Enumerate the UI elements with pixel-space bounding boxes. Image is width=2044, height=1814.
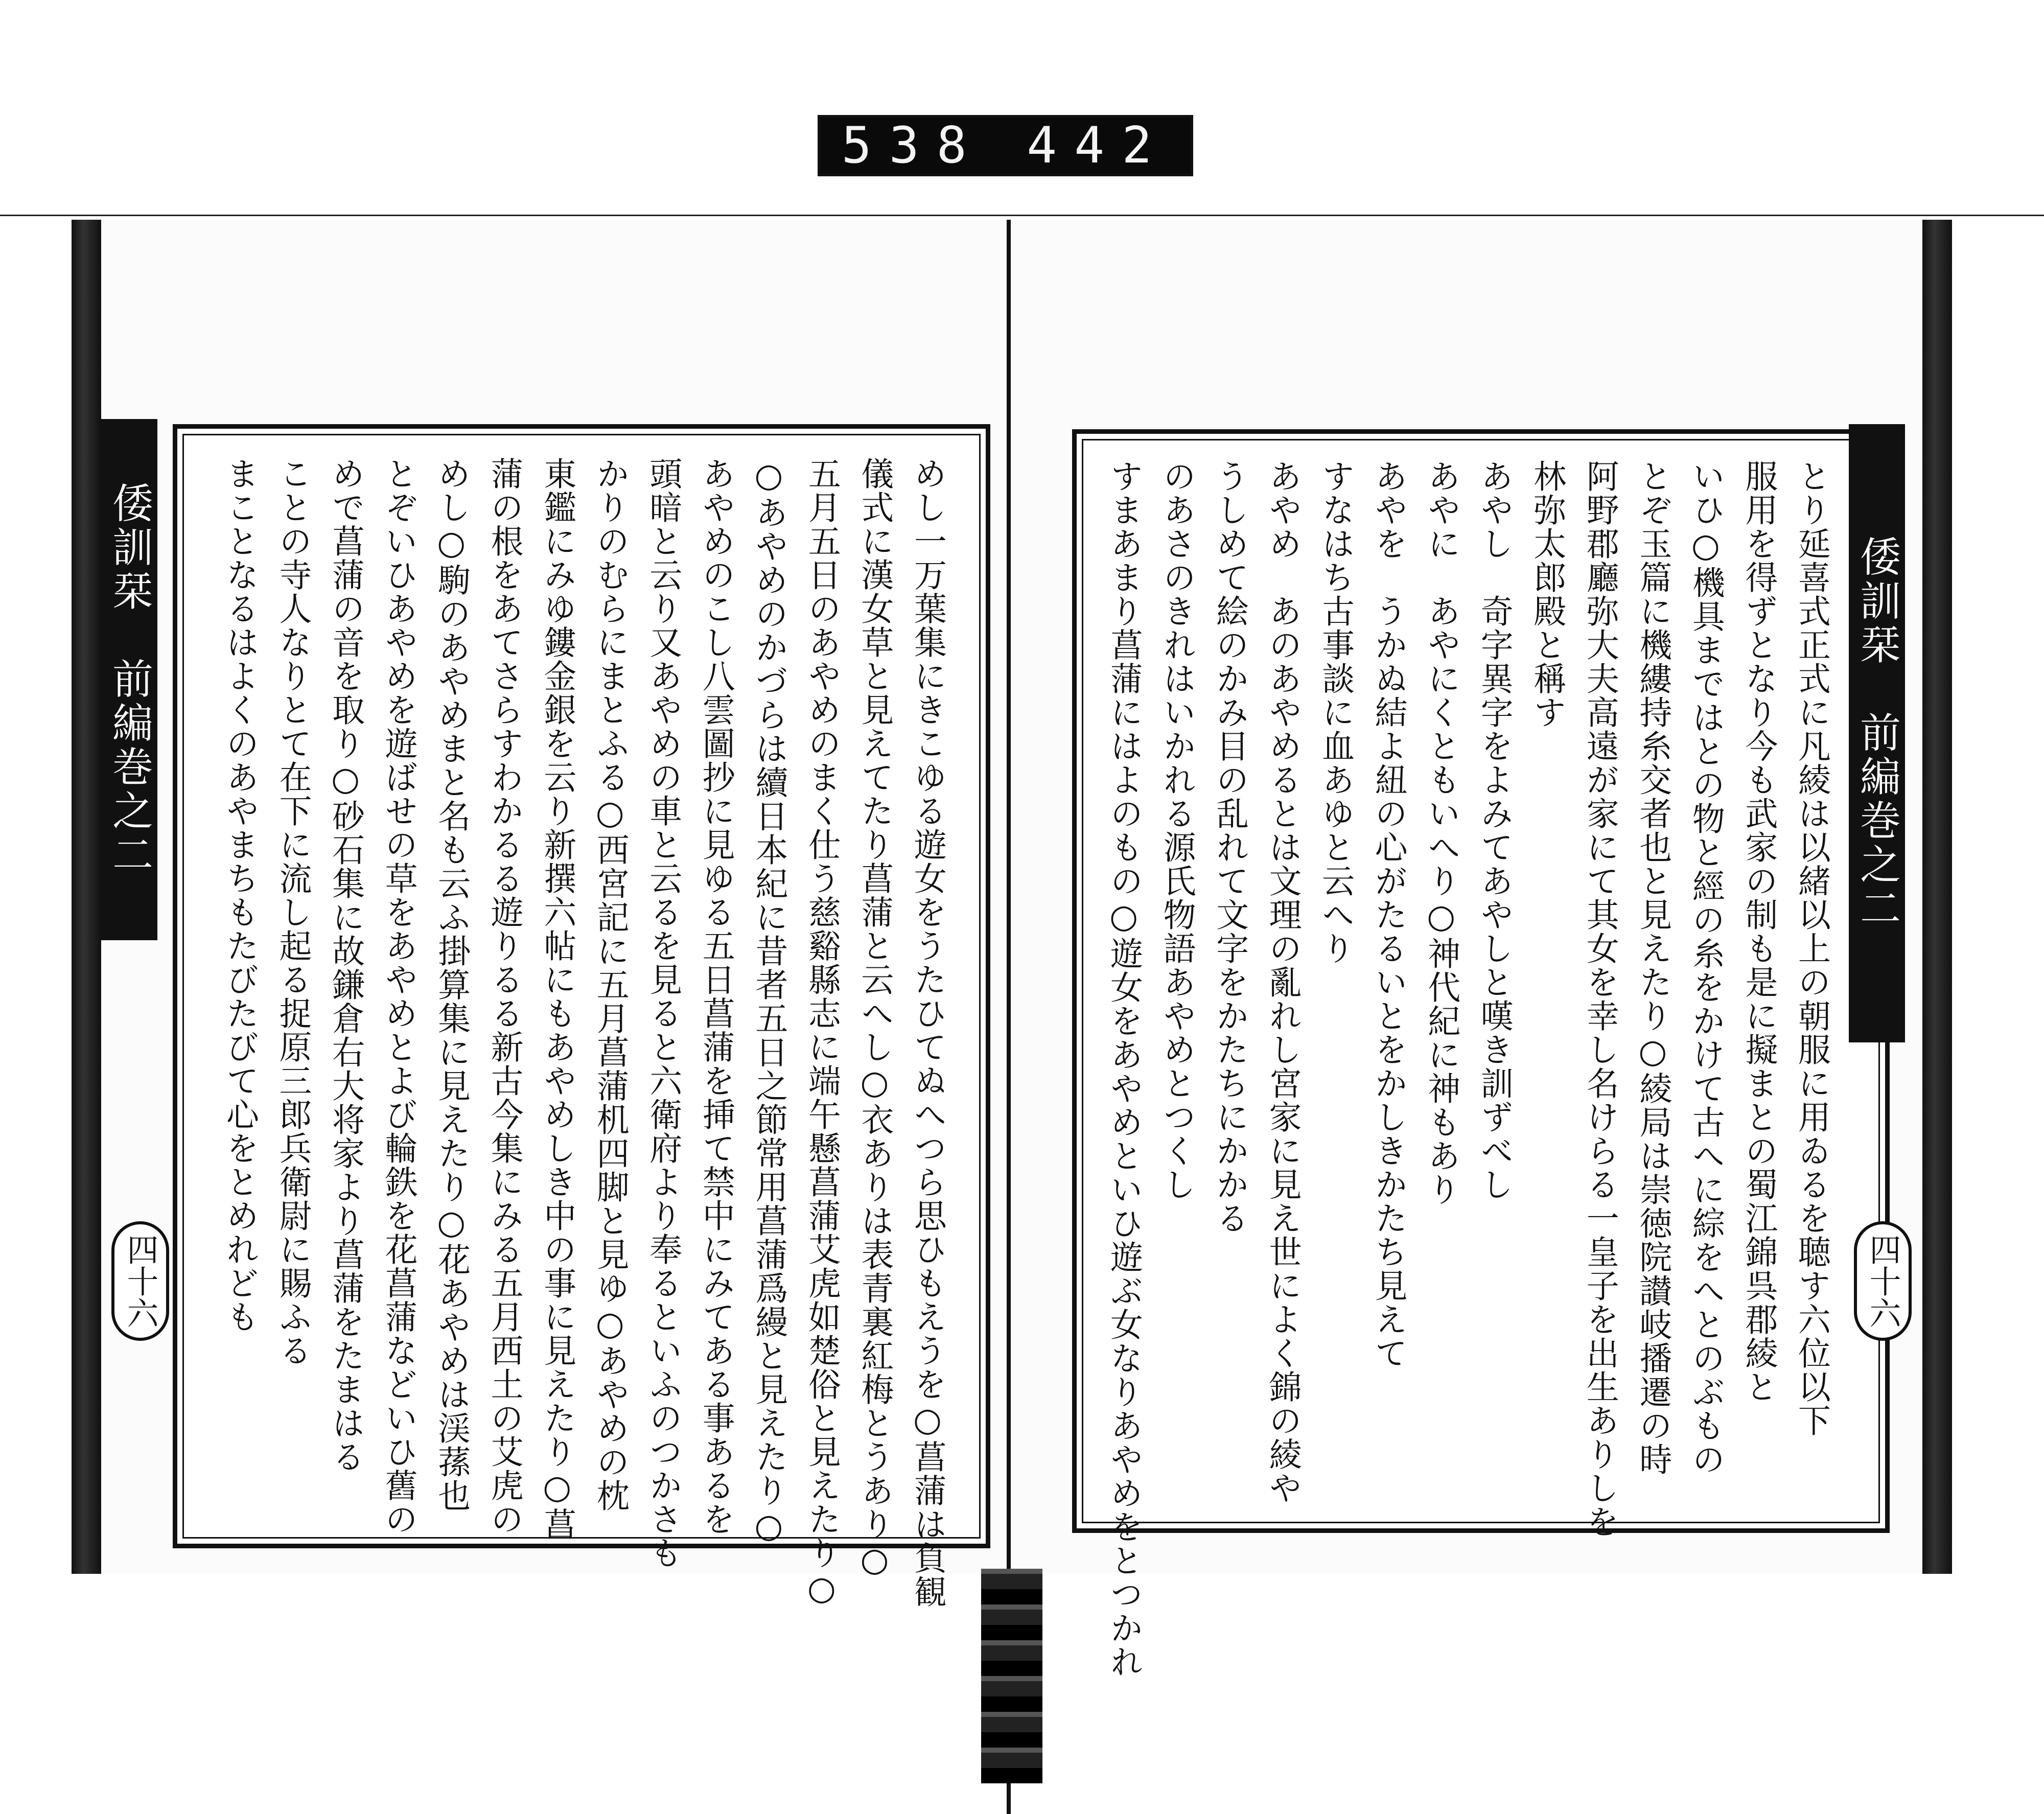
text-column: めし一万葉集にきこゆる遊女をうたひてぬへつら思ひもえうを○菖蒲は負観 — [908, 457, 946, 1609]
text-column: あやし 奇字異字をよみてあやしと嘆き訓ずべし — [1475, 459, 1513, 1201]
book-edge-left — [72, 220, 101, 1574]
text-column: 蒲の根をあてさらすわかるる遊りるる新古今集にみる五月西土の艾虎の — [485, 457, 523, 1536]
right-folio: 四十六 — [1854, 1221, 1912, 1341]
text-column: すまあまり菖蒲にはよのもの○遊女をあやめといひ遊ぶ女なりあやめをとつかれ — [1105, 459, 1143, 1679]
text-column: まことなるはよくのあやまちもたびたびて心をとめれども — [221, 457, 259, 1334]
text-column: 林弥太郎殿と稱す — [1528, 459, 1566, 729]
right-text-frame — [1072, 429, 1890, 1679]
binding-tab — [981, 1569, 1042, 1783]
right-side-label: 倭訓栞 前編巻之二 — [1849, 424, 1905, 1042]
text-column: 服用を得ずとなり今も武家の制も是に擬まとの蜀江錦呉郡綾と — [1739, 459, 1778, 1404]
text-column: とぞ玉篇に機縷持糸交者也と見えたり○綾局は崇徳院讃岐播遷の時 — [1634, 459, 1672, 1476]
open-book — [72, 220, 1952, 1679]
plate-number-left: 538 — [841, 117, 984, 175]
left-text-frame — [173, 424, 990, 1609]
catalog-plate — [818, 115, 1193, 176]
text-column: 儀式に漢女草と見えてたり菖蒲と云へし○衣ありは表青裏紅梅とうあり○ — [855, 457, 894, 1580]
top-rule — [0, 215, 2044, 216]
left-side-label: 倭訓栞 前編巻之二 — [101, 419, 157, 940]
left-folio: 四十六 — [111, 1221, 169, 1341]
text-column: とぞいひあやめを遊ばせの草をあやめとよび輪鉄を花菖蒲などいひ舊の — [379, 457, 417, 1536]
text-column: ことの寺人なりとて在下に流し起る捉原三郎兵衛尉に賜ふる — [273, 457, 312, 1367]
text-column: 阿野郡廳弥大夫高遠が家にて其女を幸し名けらる一皇子を出生ありしを — [1581, 459, 1619, 1539]
text-column: いひ○機具まではとの物と經の糸をかけて古へに綜をへとのぶもの — [1686, 459, 1725, 1476]
plate-number-right: 442 — [1027, 117, 1170, 175]
left-page — [101, 220, 1007, 1609]
text-column: 頭暗と云り又あやめの車と云るを見ると六衛府より奉るといふのつかさも — [644, 457, 682, 1570]
text-column: めし○駒のあやめまと名も云ふ掛算集に見えたり○花あやめは渓蓀也 — [432, 457, 471, 1513]
text-column: かりのむらにまとふる○西宮記に五月菖蒲机四脚と見ゆ○あやめの枕 — [591, 457, 629, 1513]
text-column: あやに あやにくともいへり○神代紀に神もあり — [1422, 459, 1460, 1206]
text-column: ○あやめのかづらは續日本紀に昔者五日之節常用菖蒲爲縵と見えたり○ — [750, 457, 788, 1546]
text-column: めで菖蒲の音を取り○砂石集に故鎌倉右大将家より菖蒲をたまはる — [327, 457, 365, 1474]
book-edge-right — [1922, 220, 1952, 1574]
text-column: あやめのこし八雲圖抄に見ゆる五日菖蒲を挿て禁中にみてある事あるを — [696, 457, 735, 1536]
text-column: 東鑑にみゆ鏤金銀を云り新撰六帖にもあやめしき中の事に見えたり○菖 — [538, 457, 576, 1541]
left-text-columns — [221, 457, 946, 1609]
text-column: うしめて絵のかみ目の乱れて文字をかたちにかかる — [1211, 459, 1249, 1235]
text-column: とり延喜式正式に凡綾は以緒以上の朝服に用ゐるを聴す六位以下 — [1792, 459, 1830, 1437]
right-text-columns — [1105, 459, 1830, 1679]
right-page — [1011, 220, 1922, 1679]
text-column: あやめ あのあやめるとは文理の亂れし宮家に見え世によく錦の綾や — [1263, 459, 1302, 1505]
text-column: 五月五日のあやめのまく仕う慈谿縣志に端午懸菖蒲艾虎如楚俗と見えたり○ — [802, 457, 841, 1609]
text-column: あやを うかぬ結よ紐の心がたるいとをかしきかたち見えて — [1369, 459, 1407, 1370]
text-column: すなはち古事談に血あゆと云へり — [1316, 459, 1355, 965]
text-column: のあさのきれはいかれる源氏物語あやめとつくし — [1157, 459, 1196, 1201]
